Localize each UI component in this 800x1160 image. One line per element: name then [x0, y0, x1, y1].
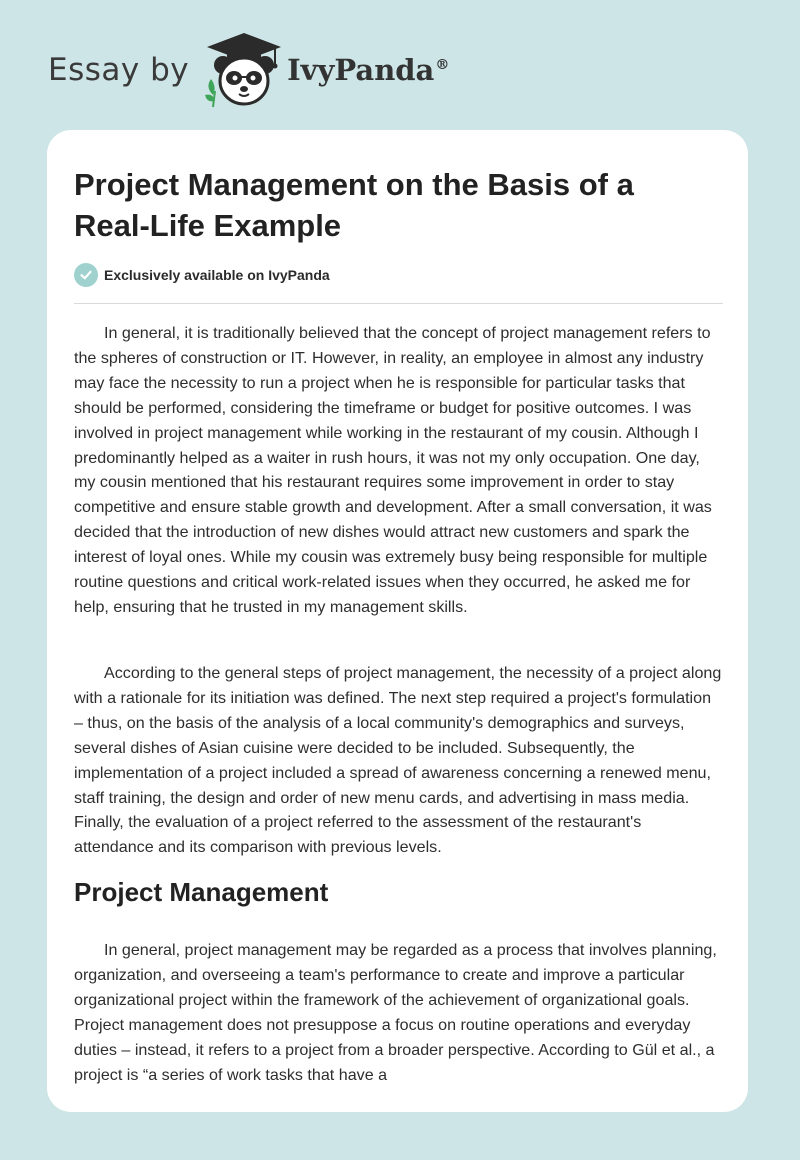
panda-graduate-logo-icon[interactable]: [203, 31, 285, 109]
section-heading: Project Management: [74, 877, 329, 907]
page-title: Project Management on the Basis of a Real-Life Example: [74, 167, 634, 243]
brand-name[interactable]: IvyPanda®: [287, 53, 450, 87]
essay-card: [47, 130, 748, 1112]
body-paragraph: According to the general steps of project management, the necessity of a project along with a rationale for its initiation was defined. The next step required a project's formulation – thus, on the basis of the analysis of a local community's demographics and surveys, several dishes of Asian cuisine were decided to be included. Subsequently, the implementation of a project included a spread of awareness concerning a renewed menu, staff training, the design and order of new menu cards, and advertising in mass media. Finally, the evaluation of a project referred to the assessment of the restaurant's attendance and its comparison with previous levels.: [74, 664, 722, 857]
body-paragraph: In general, it is traditionally believed that the concept of project management refers to the spheres of construction or IT. However, in reality, an employee in almost any industry may face the necessity to run a project when he is responsible for particular tasks that should be performed, considering the timeframe or budget for positive outcomes. I was involved in project management while working in the restaurant of my cousin. Although I predominantly helped as a waiter in rush hours, it was not my only occupation. One day, my cousin mentioned that his restaurant requires some improvement in order to stay competitive and ensure stable growth and development. After a small conversation, it was decided that the introduction of new dishes would attract new customers and spark the interest of loyal ones. While my cousin was extremely busy being responsible for multiple routine questions and critical work-related issues when they occurred, he asked me for help, ensuring that he trusted in my management skills.: [74, 324, 712, 616]
check-circle-icon: [74, 263, 98, 287]
body-paragraph: In general, project management may be regarded as a process that involves planning, organization, and overseeing a team's performance to create and improve a particular organizational project within the framework of the achievement of organizational goals. Project management does not presuppose a focus on routine operations and everyday duties – instead, it refers to a project from a broader perspective. According to Gül et al., a project is “a series of work tasks that have a: [74, 941, 717, 1084]
essay-by-label: Essay by: [48, 52, 190, 88]
exclusive-label: Exclusively available on IvyPanda: [104, 267, 330, 283]
divider: [74, 303, 723, 304]
exclusive-badge: [74, 263, 330, 287]
site-header: [48, 30, 449, 110]
registered-mark: ®: [435, 57, 450, 74]
